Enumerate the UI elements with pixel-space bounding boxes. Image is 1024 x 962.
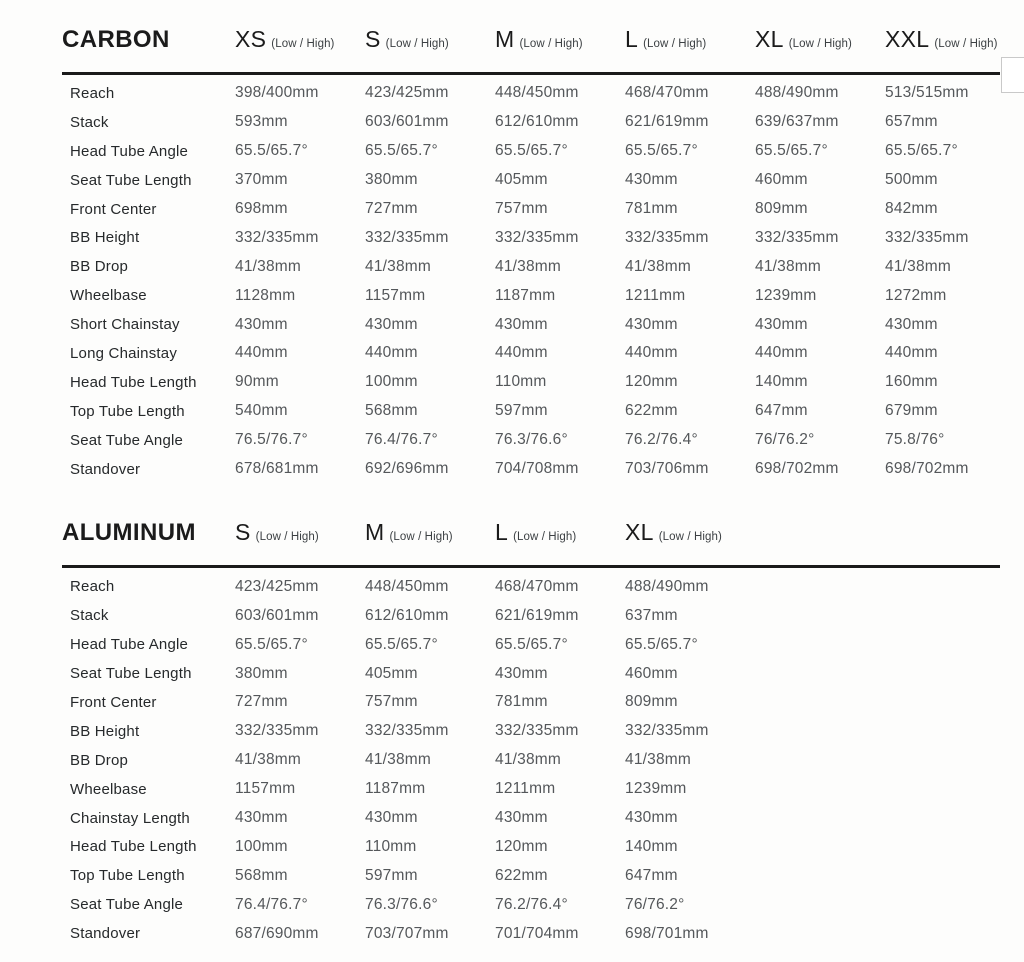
value-cell: 76/76.2° [755, 431, 815, 449]
value-cell: 468/470mm [495, 577, 579, 595]
value-cell: 76.5/76.7° [235, 431, 308, 449]
aluminum-rows [62, 568, 1000, 948]
value-cell: 430mm [365, 315, 418, 333]
value-cell: 41/38mm [235, 751, 302, 769]
value-cell: 120mm [625, 373, 678, 391]
value-cell: 65.5/65.7° [885, 142, 958, 160]
row-label: Head Tube Angle [70, 636, 189, 654]
row-label: Long Chainstay [70, 344, 178, 362]
value-cell: 440mm [755, 344, 808, 362]
size-column-header [495, 22, 625, 61]
value-cell: 1272mm [885, 286, 947, 304]
value-cell: 430mm [625, 171, 678, 189]
size-label: M [365, 519, 385, 546]
value-cell: 423/425mm [235, 577, 319, 595]
row-label: Top Tube Length [70, 402, 185, 420]
value-cell: 76.4/76.7° [235, 895, 308, 913]
value-cell: 332/335mm [625, 228, 709, 246]
value-cell: 639/637mm [755, 113, 839, 131]
value-cell: 90mm [235, 373, 279, 391]
table-row [62, 137, 1000, 166]
value-cell: 430mm [495, 809, 548, 827]
value-cell: 687/690mm [235, 924, 319, 942]
value-cell: 41/38mm [235, 257, 302, 275]
low-high-note: (Low / High) [519, 38, 583, 50]
value-cell: 41/38mm [625, 751, 692, 769]
size-label: S [235, 519, 251, 546]
value-cell: 488/490mm [755, 84, 839, 102]
value-cell: 380mm [365, 171, 418, 189]
low-high-note: (Low / High) [271, 38, 335, 50]
value-cell: 1187mm [495, 286, 556, 304]
value-cell: 781mm [495, 693, 548, 711]
value-cell: 65.5/65.7° [625, 635, 698, 653]
value-cell: 612/610mm [495, 113, 579, 131]
value-cell: 701/704mm [495, 924, 579, 942]
value-cell: 612/610mm [365, 606, 449, 624]
table-row [62, 832, 1000, 861]
value-cell: 332/335mm [885, 228, 969, 246]
value-cell: 41/38mm [365, 257, 432, 275]
value-cell: 703/706mm [625, 460, 709, 478]
value-cell: 41/38mm [885, 257, 952, 275]
low-high-note: (Low / High) [385, 38, 449, 50]
value-cell: 637mm [625, 606, 678, 624]
value-cell: 423/425mm [365, 84, 449, 102]
value-cell: 647mm [625, 866, 678, 884]
size-column-header [365, 22, 495, 61]
value-cell: 757mm [365, 693, 418, 711]
value-cell: 430mm [495, 664, 548, 682]
value-cell: 76.3/76.6° [365, 895, 438, 913]
row-label: Short Chainstay [70, 316, 180, 334]
value-cell: 678/681mm [235, 460, 319, 478]
value-cell: 727mm [235, 693, 288, 711]
table-row [62, 688, 1000, 717]
value-cell: 621/619mm [625, 113, 709, 131]
row-label: BB Height [70, 229, 140, 247]
table-row [62, 919, 1000, 948]
row-label: Seat Tube Length [70, 171, 192, 189]
value-cell: 41/38mm [625, 257, 692, 275]
value-cell: 540mm [235, 402, 288, 420]
value-cell: 76.3/76.6° [495, 431, 568, 449]
value-cell: 160mm [885, 373, 938, 391]
value-cell: 65.5/65.7° [235, 142, 308, 160]
row-label: Seat Tube Length [70, 665, 192, 683]
row-label: BB Drop [70, 751, 129, 769]
value-cell: 332/335mm [625, 722, 709, 740]
table-row [62, 368, 1000, 397]
value-cell: 41/38mm [365, 751, 432, 769]
row-label: Seat Tube Angle [70, 431, 184, 449]
value-cell: 1157mm [365, 286, 426, 304]
row-label: Seat Tube Angle [70, 896, 184, 914]
carbon-geometry-table [62, 0, 1000, 483]
value-cell: 370mm [235, 171, 288, 189]
low-high-note: (Low / High) [255, 531, 319, 544]
table-row [62, 746, 1000, 775]
value-cell: 1128mm [235, 286, 296, 304]
table-row [62, 79, 1000, 108]
size-label: L [625, 26, 639, 52]
carbon-header-row [62, 22, 1000, 61]
size-column-header [885, 22, 1015, 61]
value-cell: 100mm [365, 373, 418, 391]
value-cell: 460mm [625, 664, 678, 682]
size-label: M [495, 26, 515, 52]
table-row [62, 108, 1000, 137]
value-cell: 430mm [495, 315, 548, 333]
value-cell: 513/515mm [885, 84, 969, 102]
value-cell: 76.4/76.7° [365, 431, 438, 449]
value-cell: 440mm [365, 344, 418, 362]
size-column-header [365, 515, 495, 554]
value-cell: 405mm [365, 664, 418, 682]
value-cell: 76/76.2° [625, 895, 685, 913]
value-cell: 430mm [755, 315, 808, 333]
value-cell: 698/701mm [625, 924, 709, 942]
value-cell: 1211mm [625, 286, 686, 304]
low-high-note: (Low / High) [389, 531, 453, 544]
value-cell: 593mm [235, 113, 288, 131]
row-label: Front Center [70, 200, 157, 218]
value-cell: 332/335mm [365, 228, 449, 246]
value-cell: 597mm [495, 402, 548, 420]
table-row [62, 397, 1000, 426]
value-cell: 65.5/65.7° [495, 635, 568, 653]
size-column-header [625, 22, 755, 61]
value-cell: 679mm [885, 402, 938, 420]
value-cell: 809mm [625, 693, 678, 711]
table-row [62, 223, 1000, 252]
row-label: Head Tube Length [70, 373, 197, 391]
row-label: Standover [70, 460, 141, 478]
carbon-section-title: CARBON [62, 26, 170, 53]
value-cell: 332/335mm [235, 228, 319, 246]
table-row [62, 775, 1000, 804]
row-label: Top Tube Length [70, 867, 185, 885]
table-row [62, 572, 1000, 601]
value-cell: 603/601mm [235, 606, 319, 624]
value-cell: 430mm [365, 809, 418, 827]
aluminum-header-row [62, 515, 1000, 554]
value-cell: 100mm [235, 837, 288, 855]
value-cell: 430mm [885, 315, 938, 333]
value-cell: 440mm [235, 344, 288, 362]
size-label: XS [235, 26, 267, 52]
value-cell: 41/38mm [495, 257, 562, 275]
value-cell: 140mm [755, 373, 808, 391]
value-cell: 657mm [885, 113, 938, 131]
row-label: Wheelbase [70, 780, 147, 798]
size-label: XXL [885, 26, 930, 52]
value-cell: 781mm [625, 200, 678, 217]
row-label: Reach [70, 84, 115, 102]
value-cell: 380mm [235, 664, 288, 682]
value-cell: 448/450mm [495, 84, 579, 102]
value-cell: 597mm [365, 866, 418, 884]
value-cell: 488/490mm [625, 577, 709, 595]
table-row [62, 339, 1000, 368]
value-cell: 622mm [495, 866, 548, 884]
row-label: Front Center [70, 693, 157, 711]
value-cell: 809mm [755, 200, 808, 217]
table-row [62, 861, 1000, 890]
size-column-header [625, 515, 755, 554]
row-label: Stack [70, 113, 109, 131]
value-cell: 332/335mm [235, 722, 319, 740]
value-cell: 621/619mm [495, 606, 579, 624]
value-cell: 76.2/76.4° [625, 431, 698, 449]
size-label: XL [755, 26, 784, 52]
table-row [62, 659, 1000, 688]
value-cell: 1239mm [755, 286, 817, 304]
table-row [62, 804, 1000, 833]
table-row [62, 890, 1000, 919]
value-cell: 332/335mm [365, 722, 449, 740]
table-row [62, 281, 1000, 310]
value-cell: 430mm [625, 809, 678, 827]
value-cell: 76.2/76.4° [495, 895, 568, 913]
value-cell: 703/707mm [365, 924, 449, 942]
row-label: Chainstay Length [70, 809, 190, 827]
row-label: Reach [70, 578, 115, 596]
size-column-header [495, 515, 625, 554]
value-cell: 430mm [235, 315, 288, 333]
value-cell: 727mm [365, 200, 418, 217]
value-cell: 698/702mm [885, 460, 969, 478]
value-cell: 1187mm [365, 780, 426, 798]
value-cell: 1211mm [495, 780, 556, 798]
value-cell: 65.5/65.7° [235, 635, 308, 653]
value-cell: 65.5/65.7° [365, 635, 438, 653]
size-label: L [495, 519, 509, 546]
carbon-rows [62, 75, 1000, 483]
size-column-header [235, 22, 365, 61]
value-cell: 41/38mm [755, 257, 822, 275]
value-cell: 698/702mm [755, 460, 839, 478]
table-row [62, 195, 1000, 224]
row-label: BB Height [70, 722, 140, 740]
row-label: Head Tube Length [70, 838, 197, 856]
size-column-header [235, 515, 365, 554]
low-high-note: (Low / High) [643, 38, 707, 50]
value-cell: 448/450mm [365, 577, 449, 595]
value-cell: 332/335mm [495, 722, 579, 740]
value-cell: 1239mm [625, 780, 687, 798]
value-cell: 704/708mm [495, 460, 579, 478]
size-column-header [755, 22, 885, 61]
low-high-note: (Low / High) [658, 531, 722, 544]
low-high-note: (Low / High) [934, 38, 998, 50]
value-cell: 468/470mm [625, 84, 709, 102]
low-high-note: (Low / High) [513, 531, 577, 544]
value-cell: 120mm [495, 837, 548, 855]
table-row [62, 455, 1000, 484]
row-label: BB Drop [70, 258, 129, 276]
size-label: S [365, 26, 381, 52]
value-cell: 140mm [625, 837, 678, 855]
table-row [62, 717, 1000, 746]
row-label: Standover [70, 925, 141, 943]
value-cell: 440mm [885, 344, 938, 362]
row-label: Head Tube Angle [70, 142, 189, 160]
value-cell: 1157mm [235, 780, 296, 798]
value-cell: 430mm [625, 315, 678, 333]
table-row [62, 310, 1000, 339]
value-cell: 405mm [495, 171, 548, 189]
value-cell: 65.5/65.7° [365, 142, 438, 160]
aluminum-section-title: ALUMINUM [62, 519, 196, 547]
value-cell: 65.5/65.7° [625, 142, 698, 160]
value-cell: 110mm [365, 837, 417, 855]
aluminum-geometry-table [62, 515, 1000, 948]
scrollbar-thumb[interactable] [1001, 57, 1024, 93]
table-row [62, 252, 1000, 281]
value-cell: 500mm [885, 171, 938, 189]
value-cell: 698mm [235, 200, 288, 217]
table-row [62, 601, 1000, 630]
row-label: Stack [70, 607, 109, 625]
value-cell: 110mm [495, 373, 547, 391]
value-cell: 440mm [495, 344, 548, 362]
value-cell: 75.8/76° [885, 431, 945, 449]
value-cell: 440mm [625, 344, 678, 362]
value-cell: 41/38mm [495, 751, 562, 769]
value-cell: 568mm [235, 866, 288, 884]
value-cell: 430mm [235, 809, 288, 827]
value-cell: 65.5/65.7° [495, 142, 568, 160]
value-cell: 603/601mm [365, 113, 449, 131]
value-cell: 332/335mm [495, 228, 579, 246]
row-label: Wheelbase [70, 287, 147, 305]
value-cell: 398/400mm [235, 84, 319, 102]
low-high-note: (Low / High) [788, 38, 852, 50]
value-cell: 65.5/65.7° [755, 142, 828, 160]
value-cell: 692/696mm [365, 460, 449, 478]
value-cell: 842mm [885, 200, 938, 217]
value-cell: 622mm [625, 402, 678, 420]
table-row [62, 166, 1000, 195]
table-row [62, 426, 1000, 455]
value-cell: 568mm [365, 402, 418, 420]
value-cell: 332/335mm [755, 228, 839, 246]
size-label: XL [625, 519, 654, 546]
value-cell: 757mm [495, 200, 548, 217]
value-cell: 460mm [755, 171, 808, 189]
value-cell: 647mm [755, 402, 808, 420]
table-row [62, 630, 1000, 659]
